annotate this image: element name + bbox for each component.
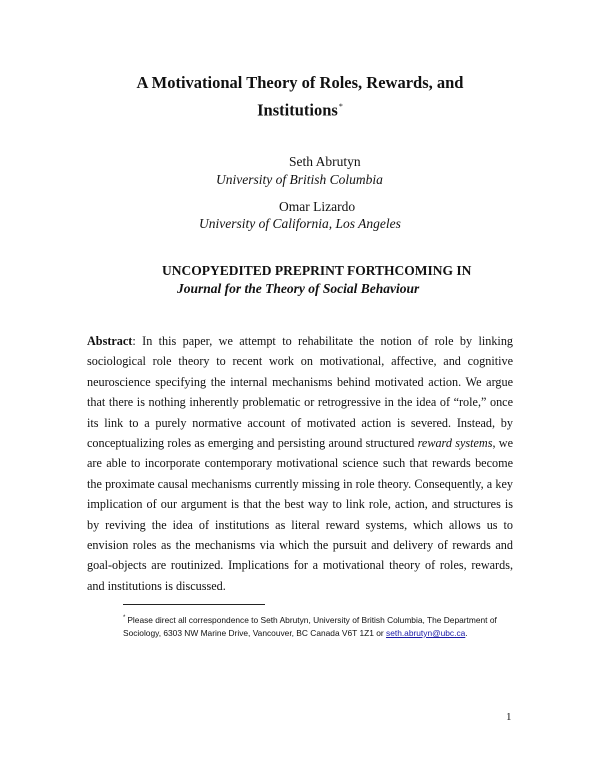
abstract-separator: :	[132, 334, 143, 348]
footnote-marker: *	[123, 615, 126, 621]
paper-title-line-1	[60, 70, 540, 96]
author-affiliation-1: University of British Columbia	[216, 172, 383, 187]
footnote	[123, 612, 518, 640]
abstract-label: Abstract	[87, 334, 133, 348]
preprint-notice: UNCOPYEDITED PREPRINT FORTHCOMING IN	[162, 263, 472, 278]
title-line-1-text: A Motivational Theory of Roles, Rewards, and	[136, 73, 464, 92]
abstract-text-after: , we are able to incorporate contemporary motivational science such that rewards become the proximate causal mechanisms currently missing in role theory. Consequently, a key implication of our argument is that the best way to link role, action, and structures is by reviving the idea of institutions as literal reward systems, which allows us to envision roles as the mechanisms via which the pursuit and delivery of rewards and goal-objects are routinized. Implications for a motivational theory of roles, rewards, and institutions is discussed.	[87, 436, 513, 593]
abstract-text-before: In this paper, we attempt to rehabilitate the notion of role by linking sociological role theory to recent work on motivational, affective, and cognitive neuroscience specifying the internal mechanisms behind motivated action. We argue that there is nothing inherently problematic or retrogressive in the idea of “role,” once its link to a purely normative account of motivated action is severed. Instead, by conceptualizing roles as emerging and persisting around structured	[87, 334, 514, 451]
abstract-paragraph	[87, 331, 513, 596]
title-line-2-text: Institutions	[257, 100, 338, 120]
page-number: 1	[506, 711, 512, 723]
footnote-divider	[123, 604, 265, 605]
paper-title-line-2	[60, 94, 540, 124]
author-name-1: Seth Abrutyn	[289, 154, 361, 169]
journal-name: Journal for the Theory of Social Behaviour	[177, 281, 420, 296]
author-name-2: Omar Lizardo	[279, 199, 356, 214]
correspondence-email-link[interactable]: seth.abrutyn@ubc.ca	[386, 627, 466, 638]
title-footnote-marker[interactable]: *	[338, 102, 343, 111]
footnote-text: Please direct all correspondence to Seth Abrutyn, University of British Columbia, The Department of Sociology, 6303 NW Marine Drive, Vancouver, BC Canada V6T 1Z1 or	[123, 614, 497, 638]
footnote-end: .	[465, 627, 468, 638]
author-affiliation-2: University of California, Los Angeles	[199, 216, 401, 231]
abstract-emphasis: reward systems	[417, 436, 493, 451]
